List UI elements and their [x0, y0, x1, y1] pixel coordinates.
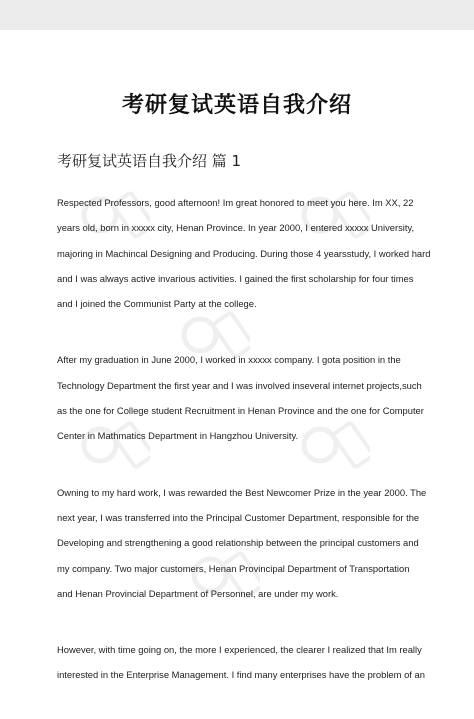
paragraph-line: Technology Department the first year and I was involved inseveral internet projects,such [57, 379, 422, 391]
paragraph-line: Respected Professors, good afternoon! Im great honored to meet you here. Im XX, 22 [57, 197, 414, 208]
paragraph-line: interested in the Enterprise Management. I find many enterprises have the problem of an [57, 669, 425, 681]
paragraph-line: and I was always active invarious activities. I gained the first scholarship for four times [57, 272, 414, 284]
document-body [57, 190, 431, 719]
paragraph-line: and I joined the Communist Party at the college. [57, 298, 257, 310]
page-title: 考研复试英语自我介绍 [121, 93, 352, 118]
paragraph-4 [57, 637, 425, 688]
paragraph-line: years old, born in xxxxx city, Henan Province. In year 2000, I entered xxxxx University, [57, 222, 415, 234]
paragraph-line: as the one for College student Recruitment in Henan Province and the one for Computer [57, 405, 424, 417]
paragraph-1 [57, 190, 431, 316]
paragraph-line: Owning to my hard work, I was rewarded the Best Newcomer Prize in the year 2000. The [57, 486, 427, 498]
paragraph-line: and Henan Provincial Department of Personnel, are under my work. [57, 587, 339, 599]
paragraph-line: Center in Mathmatics Department in Hangzhou University. [57, 430, 299, 442]
paragraph-line: Developing and strengthening a good relationship between the principal customers and [57, 537, 419, 549]
paragraph-3 [57, 480, 427, 606]
section-heading: 考研复试英语自我介绍 篇 1 [57, 152, 242, 170]
paragraph-line: my company. Two major customers, Henan Provincipal Department of Transportation [57, 562, 410, 574]
top-gray-band [0, 0, 474, 30]
paragraph-2 [57, 347, 424, 448]
paragraph-line: majoring in Machincal Designing and Producing. During those 4 yearsstudy, I worked hard [57, 247, 431, 259]
paragraph-line: After my graduation in June 2000, I worked in xxxxx company. I gota position in the [57, 354, 401, 366]
paragraph-line: next year, I was transferred into the Principal Customer Department, responsible for the [57, 511, 420, 523]
paragraph-line: However, with time going on, the more I experienced, the clearer I realized that Im really [57, 644, 422, 656]
